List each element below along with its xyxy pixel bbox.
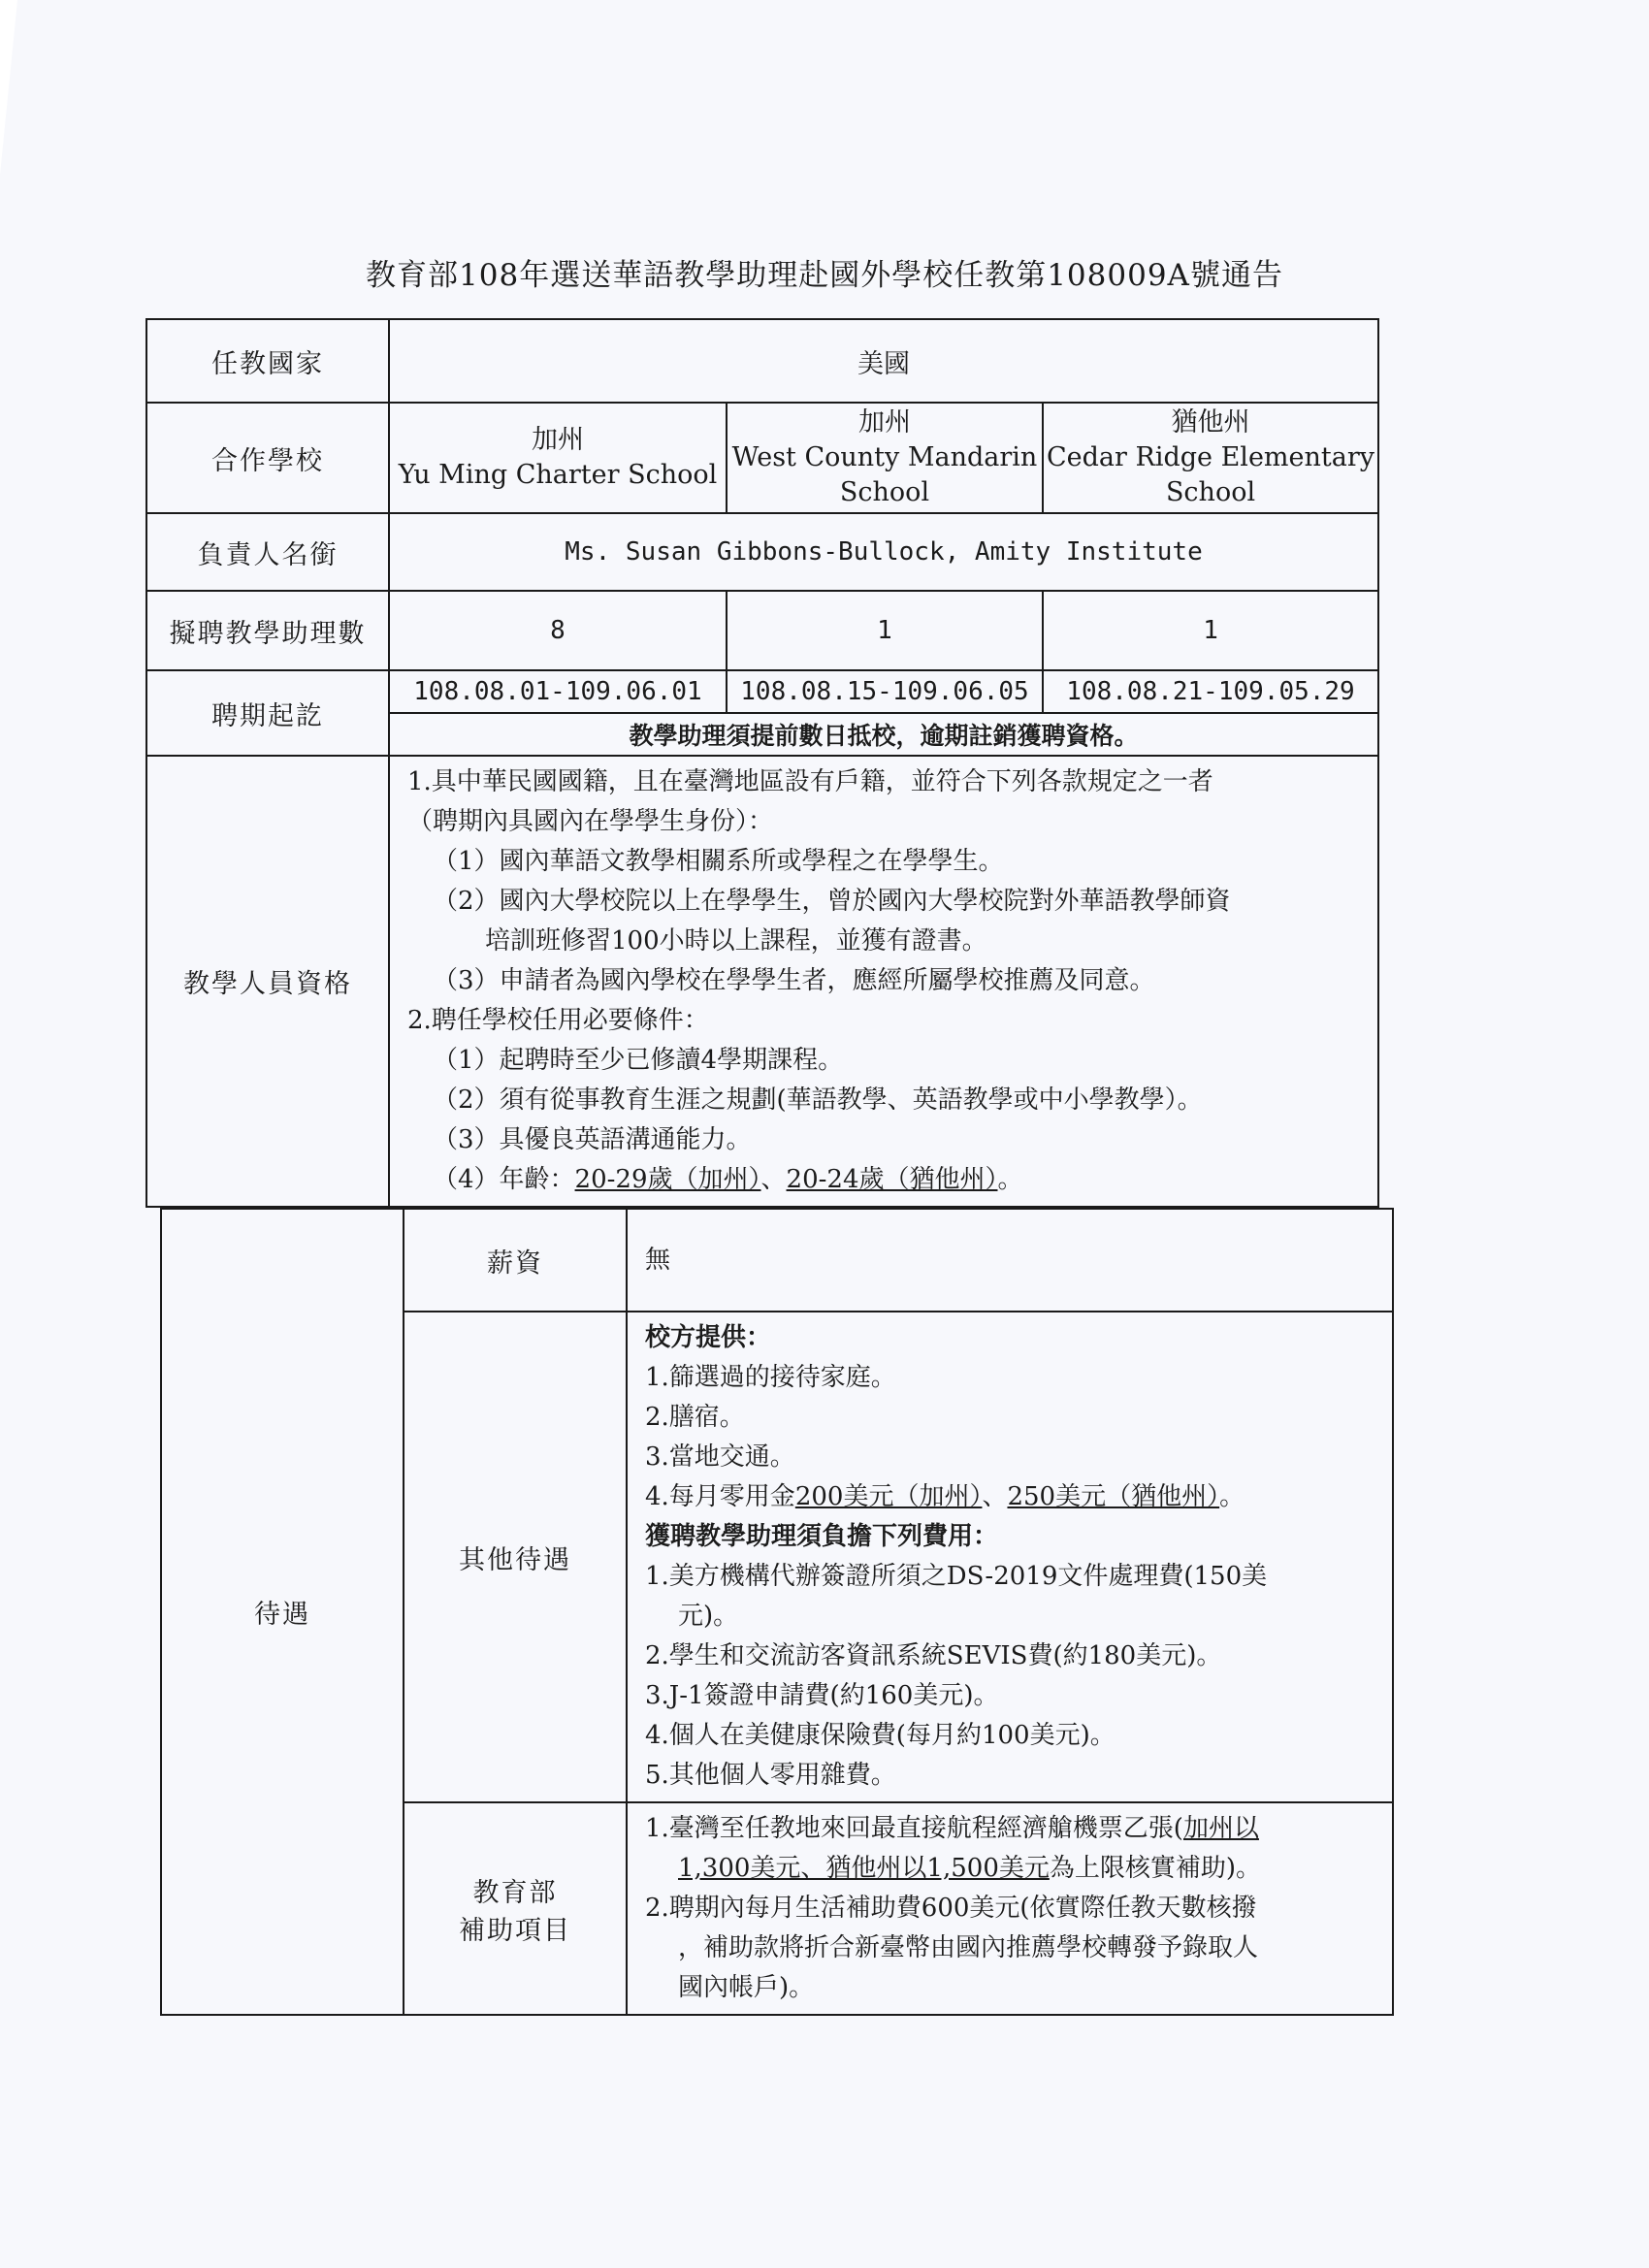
qual-line-6: （3）申請者為國內學校在學學生者，應經所屬學校推薦及同意。 (433, 966, 1155, 995)
moe-list (627, 1802, 1393, 2015)
cost-4: 4.個人在美健康保險費(每月約100美元)。 (645, 1721, 1116, 1750)
other-list (627, 1312, 1393, 1802)
count-3: 1 (1043, 591, 1378, 670)
period-3: 108.08.21-109.05.29 (1043, 670, 1378, 713)
provided-1: 1.篩選過的接待家庭。 (645, 1363, 896, 1392)
moe-item-1-c: 1,300美元、猶他州以1,500美元 (678, 1854, 1050, 1883)
school-1 (389, 403, 727, 513)
label-benefits: 待遇 (161, 1209, 404, 2015)
count-1: 8 (389, 591, 727, 670)
period-1: 108.08.01-109.06.01 (389, 670, 727, 713)
page-corner-fold (0, 0, 17, 175)
school-3-name: Cedar Ridge Elementary School (1047, 442, 1375, 507)
qual-line-2: （聘期內具國內在學學生身份）： (407, 807, 774, 836)
label-salary: 薪資 (404, 1209, 627, 1312)
row-period (146, 670, 1378, 713)
school-2-name: West County Mandarin School (731, 442, 1038, 507)
allowance-california: 200美元（加州） (794, 1482, 983, 1511)
cost-5: 5.其他個人零用雜費。 (645, 1761, 896, 1790)
moe-item-2: 2.聘期內每月生活補助費600美元(依實際任教天數核撥 (645, 1894, 1257, 1923)
value-salary: 無 (627, 1209, 1393, 1312)
label-principal: 負責人名銜 (146, 513, 389, 591)
row-country (146, 319, 1378, 403)
moe-item-1 (645, 1809, 1380, 1849)
school-1-name: Yu Ming Charter School (398, 460, 718, 490)
value-principal: Ms. Susan Gibbons-Bullock, Amity Institute (389, 513, 1378, 591)
allowance-utah: 250美元（猶他州） (1007, 1482, 1220, 1511)
label-count: 擬聘教學助理數 (146, 591, 389, 670)
moe-item-2-cont2: 國內帳戶)。 (678, 1973, 815, 2002)
row-count (146, 591, 1378, 670)
label-other: 其他待遇 (404, 1312, 627, 1802)
allowance-end: 。 (1219, 1482, 1245, 1511)
moe-item-1-b: 加州以 (1182, 1814, 1259, 1843)
school-3-state: 猶他州 (1171, 407, 1250, 437)
cost-1: 1.美方機構代辦簽證所須之DS-2019文件處理費(150美 (645, 1562, 1268, 1591)
provided-4 (645, 1477, 1380, 1517)
count-2: 1 (727, 591, 1043, 670)
period-2: 108.08.15-109.06.05 (727, 670, 1043, 713)
provided-3: 3.當地交通。 (645, 1442, 795, 1472)
age-separator: 、 (760, 1165, 787, 1194)
age-california: 20-29歲（加州） (574, 1165, 761, 1194)
qual-line-1: 1.具中華民國國籍，且在臺灣地區設有戶籍，並符合下列各款規定之一者 (407, 767, 1213, 796)
qualification-list (389, 756, 1378, 1207)
notice-title: 教育部108年選送華語教學助理赴國外學校任教第108009A號通告 (366, 258, 1283, 293)
age-end: 。 (997, 1165, 1023, 1194)
qual-line-3: （1）國內華語文教學相關系所或學程之在學學生。 (433, 847, 1004, 876)
qual-line-10: （3）具優良英語溝通能力。 (433, 1125, 752, 1154)
allowance-separator: 、 (982, 1482, 1008, 1511)
moe-item-1-a: 1.臺灣至任教地來回最直接航程經濟艙機票乙張( (645, 1814, 1183, 1843)
row-salary (161, 1209, 1393, 1312)
cost-3: 3.J-1簽證申請費(約160美元)。 (645, 1681, 999, 1710)
qual-line-age (407, 1160, 1366, 1200)
label-country: 任教國家 (146, 319, 389, 403)
label-period: 聘期起訖 (146, 670, 389, 756)
qual-line-8: （1）起聘時至少已修讀4學期課程。 (433, 1046, 844, 1075)
value-country: 美國 (389, 319, 1378, 403)
age-utah: 20-24歲（猶他州） (786, 1165, 998, 1194)
school-1-state: 加州 (532, 425, 584, 455)
qual-line-4: （2）國內大學校院以上在學學生，曾於國內大學校院對外華語教學師資 (433, 887, 1231, 916)
school-3 (1043, 403, 1378, 513)
provided-2: 2.膳宿。 (645, 1403, 745, 1432)
notice-table-benefits (160, 1208, 1394, 2016)
qual-line-9: （2）須有從事教育生涯之規劃(華語教學、英語教學或中小學教學）。 (433, 1085, 1203, 1115)
allowance-prefix: 4.每月零用金 (645, 1482, 795, 1511)
provided-heading: 校方提供： (645, 1323, 772, 1352)
school-2 (727, 403, 1043, 513)
row-schools (146, 403, 1378, 513)
age-prefix: （4）年齡： (433, 1165, 575, 1194)
costs-heading: 獲聘教學助理須負擔下列費用： (645, 1522, 999, 1551)
period-note: 教學助理須提前數日抵校，逾期註銷獲聘資格。 (389, 713, 1378, 756)
cost-1-cont: 元)。 (678, 1602, 739, 1631)
label-moe-line2: 補助項目 (459, 1915, 571, 1946)
qual-line-7: 2.聘任學校任用必要條件： (407, 1006, 709, 1035)
row-principal (146, 513, 1378, 591)
qual-line-5: 培訓班修習100小時以上課程，並獲有證書。 (485, 926, 987, 956)
label-qualification: 教學人員資格 (146, 756, 389, 1207)
moe-item-2-cont1: ，補助款將折合新臺幣由國內推薦學校轉發予錄取人 (678, 1933, 1259, 1962)
cost-2: 2.學生和交流訪客資訊系統SEVIS費(約180美元)。 (645, 1641, 1222, 1670)
moe-item-1-d: 為上限核實補助)。 (1049, 1854, 1262, 1883)
label-moe-line1: 教育部 (472, 1877, 558, 1908)
label-schools: 合作學校 (146, 403, 389, 513)
label-moe (404, 1802, 627, 2015)
row-qualification (146, 756, 1378, 1207)
notice-table-top (146, 318, 1379, 1208)
school-2-state: 加州 (858, 407, 911, 437)
moe-item-1-cont (645, 1849, 1380, 1889)
